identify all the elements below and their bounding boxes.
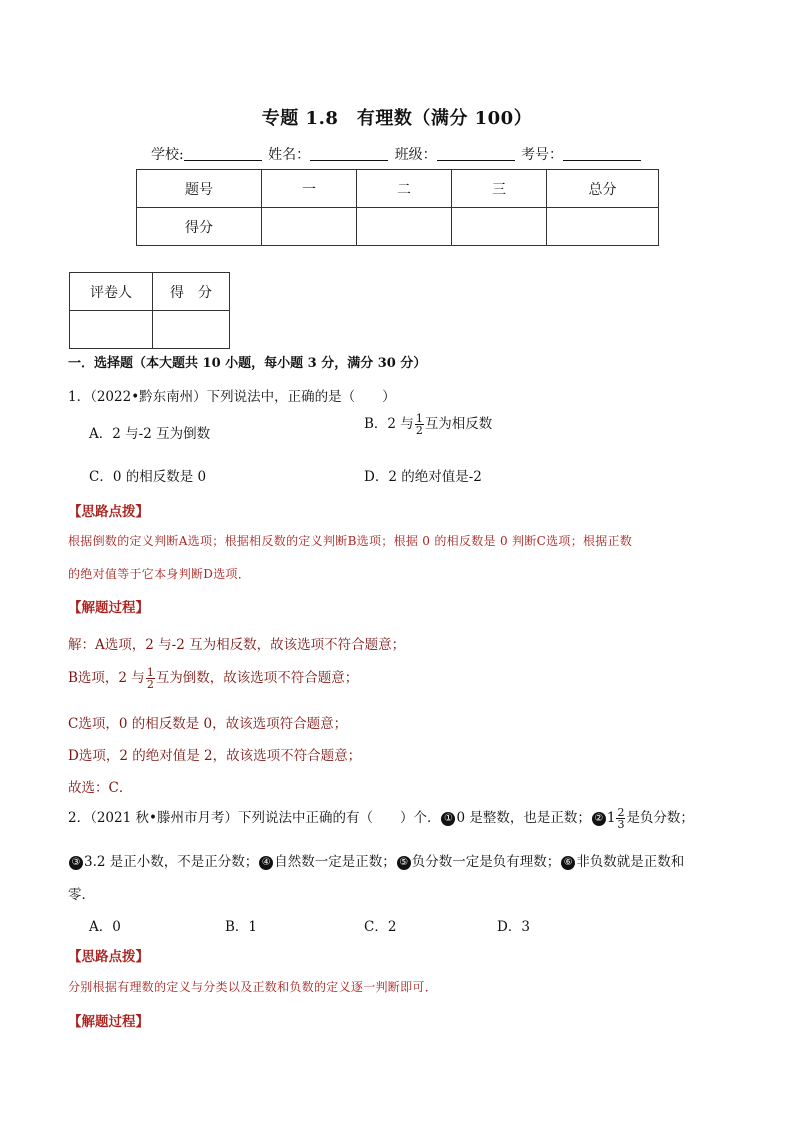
circled-number: ③ [69,856,83,870]
q2-statement-5: 负分数一定是负有理数； [411,854,561,870]
reviewer-label: 评卷人 [70,273,153,311]
score-table-header-row [137,170,659,208]
score-table [136,169,659,246]
fraction-denominator: 2 [146,678,154,691]
circled-number: ① [441,812,455,826]
section-heading: 一．选择题（本大题共 10 小题，每小题 3 分，满分 30 分） [68,356,427,371]
circled-number: ⑥ [561,856,575,870]
q2-stem-line2 [68,850,684,870]
score-header-cell: 题号 [137,170,262,208]
q1-solution-line5: 故选：C． [68,780,133,796]
q2-stem-line1 [68,806,694,830]
q2-statement-3: 3.2 是正小数，不是正分数； [84,854,259,870]
q1-option-c: C．0 的相反数是 0 [89,469,207,485]
q2-stem: 2．（2021 秋•滕州市月考）下列说法中正确的有（ ）个． [68,810,441,826]
q2-statement-2: 是负分数； [626,810,694,826]
q2-statement-6: 非负数就是正数和 [576,854,685,870]
school-blank [184,146,262,161]
score-cell [357,208,452,246]
score-cell [262,208,357,246]
q1-option-b-post: 互为相反数 [424,416,493,432]
q1-solution-line2 [68,666,358,690]
q1-solution-line4: D选项，2 的绝对值是 2，故该选项不符合题意； [68,748,362,764]
q2-statement-4: 自然数一定是正数； [274,854,396,870]
score-cell [547,208,659,246]
score-header-cell: 一 [262,170,357,208]
reviewer-score-label: 得 分 [153,273,230,311]
q1-solution-line2-pre: B选项，2 与 [68,670,145,686]
circled-number: ② [592,812,606,826]
class-label: 班级： [394,147,437,163]
q2-option-a: A．0 [89,919,121,935]
q1-solution-line3: C选项，0 的相反数是 0，故该选项符合题意； [68,716,348,732]
fraction-numerator: 1 [146,666,154,679]
fraction [616,807,625,830]
score-row-label: 得分 [137,208,262,246]
q2-statement-2-whole: 1 [606,810,616,826]
score-header-cell: 二 [357,170,452,208]
q1-solution-line1: 解：A选项，2 与-2 互为相反数，故该选项不符合题意； [68,637,406,653]
number-blank [563,146,641,161]
q2-solution-label: 【解题过程】 [68,1014,149,1030]
number-label: 考号： [521,147,564,163]
score-header-cell: 总分 [547,170,659,208]
score-table-row [137,208,659,246]
q1-stem: 1．（2022•黔东南州）下列说法中，正确的是（ ） [68,389,396,405]
q2-option-d: D．3 [497,919,530,935]
q2-option-b: B．1 [225,919,258,935]
reviewer-cell [70,311,153,349]
score-cell [452,208,547,246]
name-label: 姓名： [268,147,311,163]
reviewer-cell [153,311,230,349]
name-blank [310,146,388,161]
q2-stem-line3: 零． [68,887,95,903]
q1-hint-label: 【思路点拨】 [68,504,149,520]
q1-option-b [364,412,492,436]
circled-number: ④ [259,856,273,870]
fraction [146,667,155,690]
q2-hint: 分别根据有理数的定义与分类以及正数和负数的定义逐一判断即可． [68,980,438,994]
q2-option-c: C．2 [364,919,397,935]
q1-solution-label: 【解题过程】 [68,600,149,616]
page-title: 专题 1.8 有理数（满分 100） [261,108,533,129]
q1-hint-line1: 根据倒数的定义判断A选项；根据相反数的定义判断B选项；根据 0 的相反数是 0 判断C选项；根据正数 [68,534,633,548]
q1-option-d: D．2 的绝对值是-2 [364,469,482,485]
fraction-numerator: 2 [617,806,625,819]
q2-statement-1: 0 是整数，也是正数； [456,810,591,826]
q1-solution-line2-post: 互为倒数，故该选项不符合题意； [155,670,359,686]
q2-hint-label: 【思路点拨】 [68,949,149,965]
q1-option-a: A．2 与-2 互为倒数 [89,426,211,442]
q1-hint-line2: 的绝对值等于它本身判断D选项． [68,567,251,581]
school-label: 学校: [150,147,184,163]
fraction-numerator: 1 [415,412,423,425]
fraction [415,413,424,436]
fraction-denominator: 3 [617,818,625,831]
score-header-cell: 三 [452,170,547,208]
q1-option-b-pre: B．2 与 [364,416,414,432]
fraction-denominator: 2 [415,424,423,437]
circled-number: ⑤ [397,856,411,870]
class-blank [437,146,515,161]
reviewer-header-row [70,273,230,311]
reviewer-row [70,311,230,349]
reviewer-table [69,272,230,349]
student-info-line [0,144,794,164]
